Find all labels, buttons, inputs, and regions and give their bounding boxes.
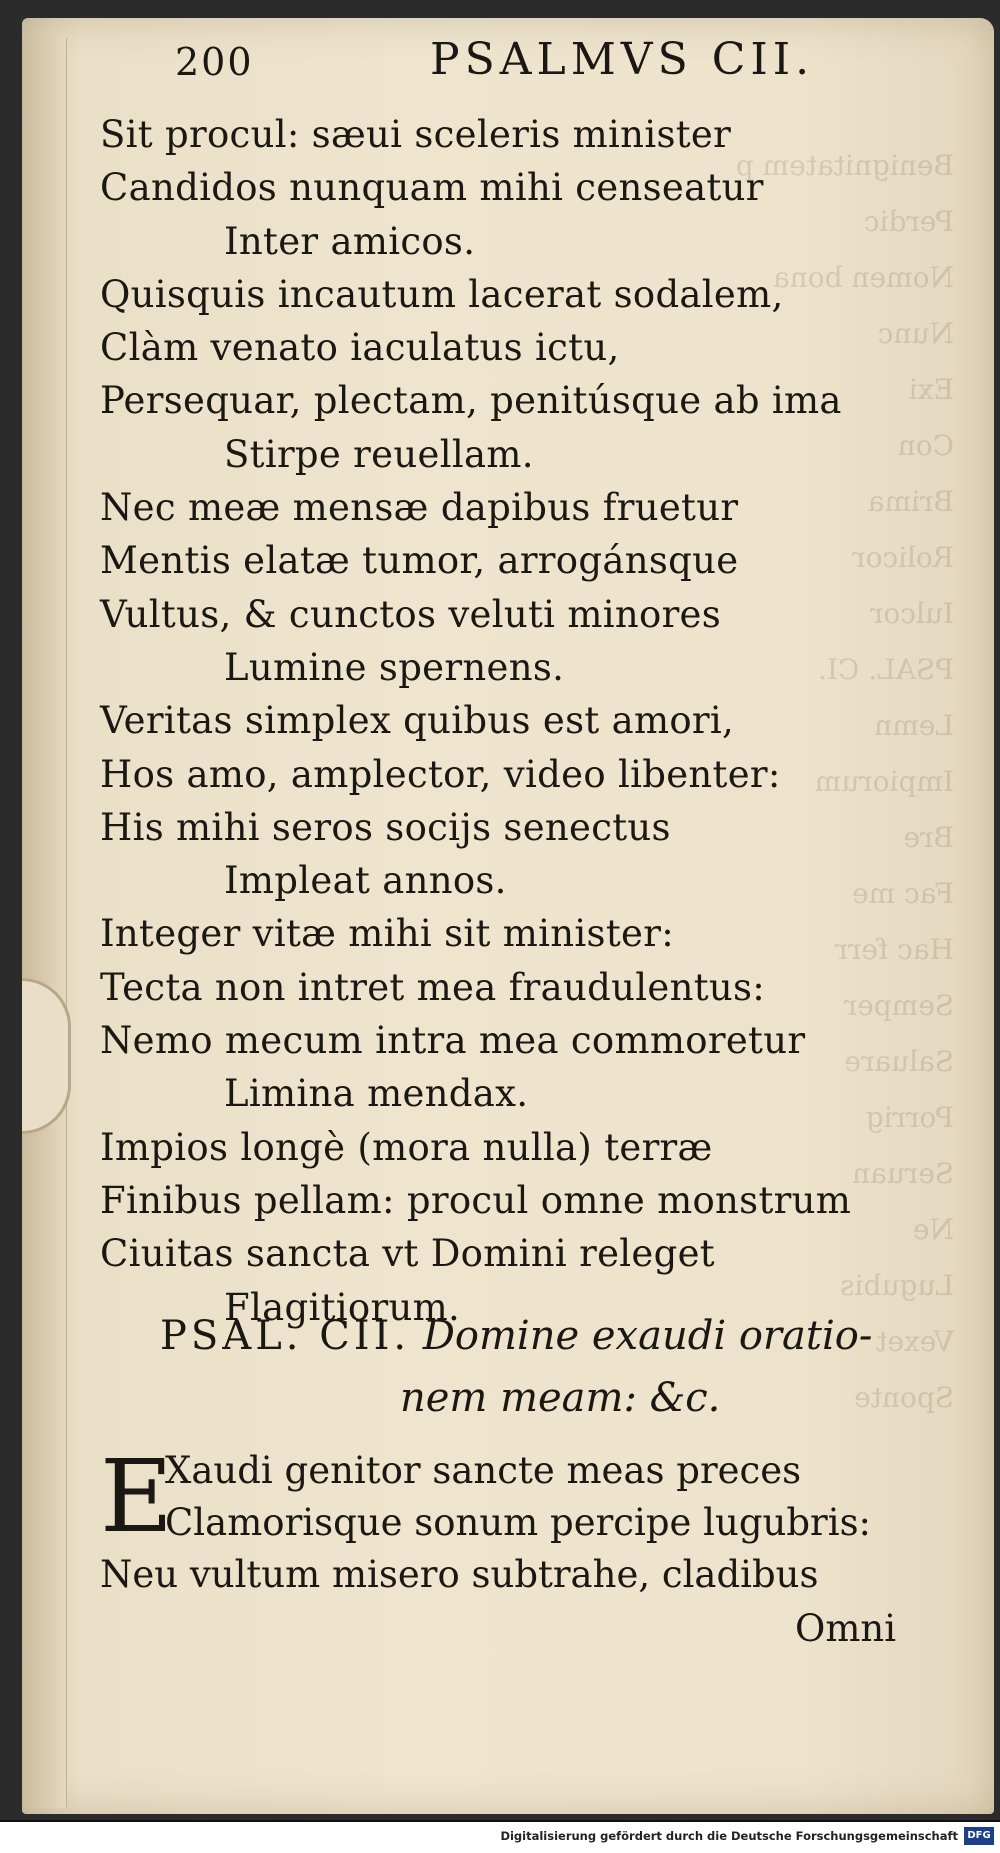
verse-line: Clàm venato iaculatus ictu,	[100, 326, 620, 370]
verse-line: Nec meæ mensæ dapibus fruetur	[100, 486, 739, 530]
verse-line: Nemo mecum intra mea commoretur	[100, 1019, 806, 1063]
psalm-line: Neu vultum misero subtrahe, cladibus	[100, 1553, 819, 1596]
verse-line: His mihi seros socijs senectus	[100, 805, 671, 849]
psalm-line: Clamorisque sonum percipe lugubris:	[165, 1501, 872, 1544]
bleed-through-line: Brima	[867, 485, 954, 518]
bleed-through-line: Rolicor	[852, 541, 954, 574]
verse-line: Lumine spernens.	[224, 645, 565, 689]
drop-cap: E	[100, 1438, 173, 1555]
psalm-heading-line-1	[160, 1305, 920, 1367]
bleed-through-line: PSAL. CI.	[817, 653, 954, 686]
verse-line: Vultus, & cunctos veluti minores	[100, 592, 722, 636]
footer-bar	[0, 1820, 1000, 1853]
bleed-through-line: Porrig	[865, 1101, 954, 1134]
psalm-heading	[160, 1305, 920, 1429]
page-gutter-edge	[22, 38, 67, 1808]
funding-credit: Digitalisierung gefördert durch die Deutsche Forschungsgemeinschaft	[500, 1829, 958, 1843]
bleed-through-line: Con	[897, 429, 954, 462]
bleed-through-line: Seruan	[852, 1157, 954, 1190]
bleed-through-line: Sponte	[854, 1381, 954, 1414]
verse-line: Inter amicos.	[224, 219, 476, 263]
bleed-through-line: Perdic	[863, 205, 954, 238]
page-clasp-shadow	[22, 978, 71, 1134]
bleed-through-line: Nomen bona	[773, 261, 954, 294]
psalm-line: Xaudi genitor sancte meas preces	[165, 1449, 802, 1492]
bleed-through-line: Saluare	[844, 1045, 954, 1078]
verse-line: Finibus pellam: procul omne monstrum	[100, 1178, 852, 1222]
verse-line: Tecta non intret mea fraudulentus:	[100, 965, 766, 1009]
bleed-through-line: Ne	[912, 1213, 954, 1246]
psalm-label: PSAL. CII.	[160, 1313, 411, 1359]
verse-line: Mentis elatæ tumor, arrogánsque	[100, 539, 739, 583]
catchword: Omni	[795, 1607, 897, 1650]
page-header	[175, 30, 850, 90]
verse-line: Impleat annos.	[224, 859, 507, 903]
page-number: 200	[175, 40, 254, 84]
verse-line: Limina mendax.	[224, 1072, 529, 1116]
bleed-through-line: Exi	[908, 373, 954, 406]
bleed-through-line: Impiorum	[814, 765, 954, 798]
verse-line: Veritas simplex quibus est amori,	[100, 699, 735, 743]
bleed-through-line: Lugubis	[840, 1269, 954, 1302]
bleed-through-line: Iulcor	[870, 597, 954, 630]
bleed-through-line: Hac ferr	[834, 933, 954, 966]
psalm-incipit-part-1: Domine exaudi oratio-	[422, 1313, 873, 1359]
bleed-through-line: Benignitatem p	[735, 149, 954, 182]
verse-line: Integer vitæ mihi sit minister:	[100, 912, 674, 956]
verse-line: Stirpe reuellam.	[224, 432, 534, 476]
verse-line: Candidos nunquam mihi censeatur	[100, 166, 764, 210]
verse-line: Persequar, plectam, penitúsque ab ima	[100, 379, 842, 423]
running-head: PSALMVS CII.	[430, 34, 815, 85]
bleed-through-line: Semper	[843, 989, 954, 1022]
verse-block	[100, 108, 880, 1334]
psalm-body	[100, 1438, 900, 1601]
bleed-through-line: Vexet	[876, 1325, 954, 1358]
psalm-incipit-part-2: nem meam: &c.	[400, 1375, 721, 1421]
verse-line: Impios longè (mora nulla) terræ	[100, 1125, 713, 1169]
dfg-logo: DFG	[964, 1827, 994, 1845]
bleed-through-line: Nunc	[877, 317, 954, 350]
verse-line: Flagitiorum.	[224, 1285, 461, 1329]
verse-line: Quisquis incautum lacerat sodalem,	[100, 272, 784, 316]
verse-line: Ciuitas sancta vt Domini releget	[100, 1232, 715, 1276]
verse-line: Hos amo, amplector, video libenter:	[100, 752, 781, 796]
bleed-through-line: Fac me	[852, 877, 954, 910]
bleed-through-line: Bre	[903, 821, 954, 854]
bleed-through-line: Lemn	[874, 709, 954, 742]
verse-line: Sit procul: sæui sceleris minister	[100, 113, 732, 156]
